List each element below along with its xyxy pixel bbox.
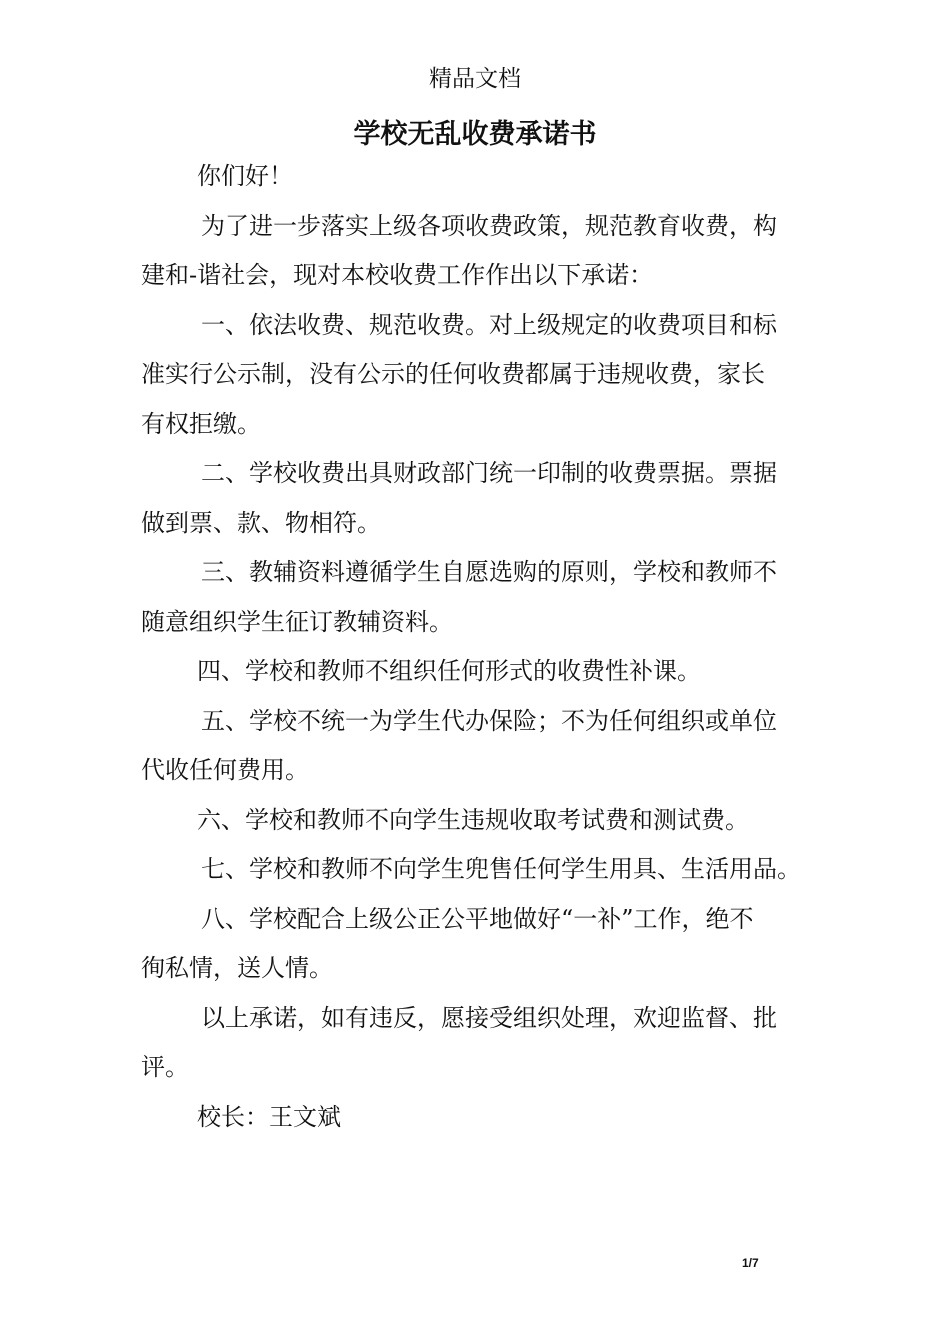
greeting-line: 你们好！ <box>197 162 293 190</box>
paragraph-line: 建和-谐社会，现对本校收费工作作出以下承诺： <box>141 261 654 289</box>
paragraph-line: 八、学校配合上级公正公平地做好“一补”工作，绝不 <box>201 904 754 933</box>
paragraph-line: 评。 <box>141 1053 189 1081</box>
paragraph-line: 准实行公示制，没有公示的任何收费都属于违规收费，家长 <box>141 360 765 388</box>
document-body <box>141 152 821 1142</box>
paragraph-line: 六、学校和教师不向学生违规收取考试费和测试费。 <box>197 805 749 834</box>
paragraph-line: 做到票、款、物相符。 <box>141 508 381 537</box>
paragraph-line: 一、依法收费、规范收费。对上级规定的收费项目和标 <box>201 310 777 339</box>
paragraph-line: 以上承诺，如有违反，愿接受组织处理，欢迎监督、批 <box>201 1003 777 1032</box>
paragraph-line: 二、学校收费出具财政部门统一印制的收费票据。票据 <box>201 459 777 487</box>
paragraph-line: 三、教辅资料遵循学生自愿选购的原则，学校和教师不 <box>201 558 777 586</box>
paragraph-line: 四、学校和教师不组织任何形式的收费性补课。 <box>197 657 701 685</box>
paragraph-line: 为了进一步落实上级各项收费政策，规范教育收费，构 <box>201 211 777 240</box>
paragraph-line: 代收任何费用。 <box>141 756 309 784</box>
paragraph-line: 徇私情，送人情。 <box>141 954 333 982</box>
document-title: 学校无乱收费承诺书 <box>353 119 597 150</box>
page-number: 1/7 <box>742 1256 759 1270</box>
paragraph-line: 随意组织学生征订教辅资料。 <box>141 607 453 636</box>
document-header: 精品文档 <box>429 66 521 92</box>
paragraph-line: 有权拒缴。 <box>141 409 261 438</box>
signature-line: 校长：王文斌 <box>197 1102 341 1131</box>
paragraph-line: 七、学校和教师不向学生兜售任何学生用具、生活用品。 <box>201 855 801 883</box>
paragraph-line: 五、学校不统一为学生代办保险；不为任何组织或单位 <box>201 706 777 735</box>
